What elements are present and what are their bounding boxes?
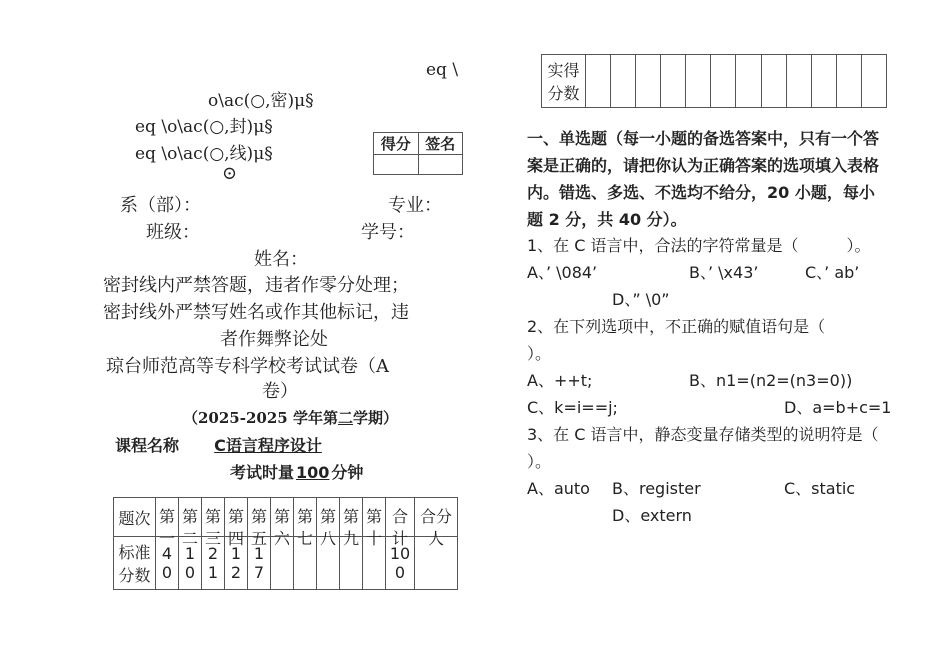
col-header: 第五: [248, 498, 271, 537]
col-header-scorer: 合分人: [415, 498, 458, 537]
time-label: 考试时量: [230, 463, 295, 482]
q1-option-b: B、’ \x43’: [689, 263, 759, 282]
standard-score-cell: 1 0: [179, 537, 202, 590]
col-header: 第十: [363, 498, 386, 537]
dept-label: 系（部）：: [120, 195, 201, 216]
q1-option-d: D、” \0”: [612, 290, 670, 309]
standard-score-cell: 4 0: [156, 537, 179, 590]
standard-score-cell: 2 1: [202, 537, 225, 590]
course-line: [115, 433, 357, 456]
name-label: 姓名：: [254, 249, 308, 270]
term-line: [183, 407, 398, 428]
notice-line2: 密封线外严禁写姓名或作其他标记，违: [103, 302, 409, 323]
question-2-line2: ）。: [527, 344, 552, 363]
actual-score-cell[interactable]: [761, 55, 786, 108]
score-header: 得分: [374, 133, 419, 155]
q2-option-c: C、k=i==j;: [527, 398, 618, 417]
q2-option-b: B、n1=(n2=(n3=0)): [689, 371, 853, 390]
col-header: 第四: [225, 498, 248, 537]
course-label: 课程名称: [115, 436, 180, 455]
q3-option-c: C、static: [784, 479, 856, 498]
course-name: C语言程序设计: [214, 436, 322, 455]
sign-cell[interactable]: [418, 155, 463, 175]
actual-score-cell[interactable]: [836, 55, 861, 108]
actual-score-cell[interactable]: [661, 55, 686, 108]
actual-score-cell[interactable]: [861, 55, 886, 108]
seal-dot: ⊙: [222, 163, 238, 184]
actual-score-cell[interactable]: [811, 55, 836, 108]
term-pre: （2025-2025 学年第: [183, 409, 338, 427]
notice-line1: 密封线内严禁答题，违者作零分处理；: [103, 275, 409, 296]
q3-option-b: B、register: [612, 479, 701, 498]
time-line: [230, 460, 363, 483]
q2-option-a: A、++t;: [527, 371, 593, 390]
time-value: 100: [296, 463, 330, 482]
col-header: 第七: [294, 498, 317, 537]
standard-score-cell: 1 2: [225, 537, 248, 590]
seal-eq-line4: eq \o\ac(○,线)μ§: [135, 144, 273, 164]
major-label: 专业：: [388, 195, 442, 216]
seal-eq-line3: eq \o\ac(○,封)μ§: [135, 117, 273, 137]
seal-eq-line2: o\ac(○,密)μ§: [208, 91, 314, 111]
actual-score-cell[interactable]: [586, 55, 611, 108]
col-header: 第二: [179, 498, 202, 537]
score-table: [113, 497, 458, 590]
school-title-line1: 琼台师范高等专科学校考试试卷（A: [106, 356, 389, 377]
col-header: 第六: [271, 498, 294, 537]
actual-score-cell[interactable]: [736, 55, 761, 108]
q3-option-d: D、extern: [612, 506, 692, 525]
term-post: 学期）: [352, 409, 398, 427]
q1-option-a: A、’ \084’: [527, 263, 598, 282]
actual-score-cell[interactable]: [786, 55, 811, 108]
id-label: 学号：: [361, 222, 415, 243]
col-header: 第八: [317, 498, 340, 537]
class-label: 班级：: [146, 222, 200, 243]
question-2-line1: 2、在下列选项中，不正确的赋值语句是（: [527, 317, 826, 336]
score-sign-table: [373, 132, 463, 175]
actual-score-cell[interactable]: [636, 55, 661, 108]
term-number: 二: [337, 409, 353, 427]
question-3-line2: ）。: [527, 452, 552, 471]
school-title-line2: 卷）: [262, 381, 298, 402]
seal-eq-line1: eq \: [426, 60, 459, 80]
col-header: 第九: [340, 498, 363, 537]
actual-score-cell[interactable]: [686, 55, 711, 108]
col-header-total: 合计: [386, 498, 415, 537]
time-unit: 分钟: [331, 463, 364, 482]
question-3-line1: 3、在 C 语言中，静态变量存储类型的说明符是（: [527, 425, 879, 444]
q1-option-c: C、’ ab’: [805, 263, 860, 282]
col-header: 第三: [202, 498, 225, 537]
actual-score-label: 实得 分数: [542, 55, 586, 108]
actual-score-cell[interactable]: [611, 55, 636, 108]
row-label-standard: 标准 分数: [114, 537, 156, 590]
question-1: 1、在 C 语言中，合法的字符常量是（ ）。: [527, 236, 871, 255]
actual-score-table: [541, 54, 887, 108]
score-cell[interactable]: [374, 155, 419, 175]
section1-heading: 一、单选题（每一小题的备选答案中，只有一个答 案是正确的，请把你认为正确答案的选项填入表格 内。错选、多选、不选均不给分，20 小题，每小 题 2 分，共 40 分）。: [527, 129, 880, 229]
score-table-header-row: [114, 498, 458, 537]
row-label-question: 题次: [114, 498, 156, 537]
notice-line3: 者作舞弊论处: [220, 329, 328, 350]
q3-option-a: A、auto: [527, 479, 590, 498]
standard-score-total: 10 0: [386, 537, 415, 590]
standard-score-cell: 1 7: [248, 537, 271, 590]
actual-score-cell[interactable]: [711, 55, 736, 108]
sign-header: 签名: [418, 133, 463, 155]
q2-option-d: D、a=b+c=1: [784, 398, 892, 417]
col-header: 第一: [156, 498, 179, 537]
